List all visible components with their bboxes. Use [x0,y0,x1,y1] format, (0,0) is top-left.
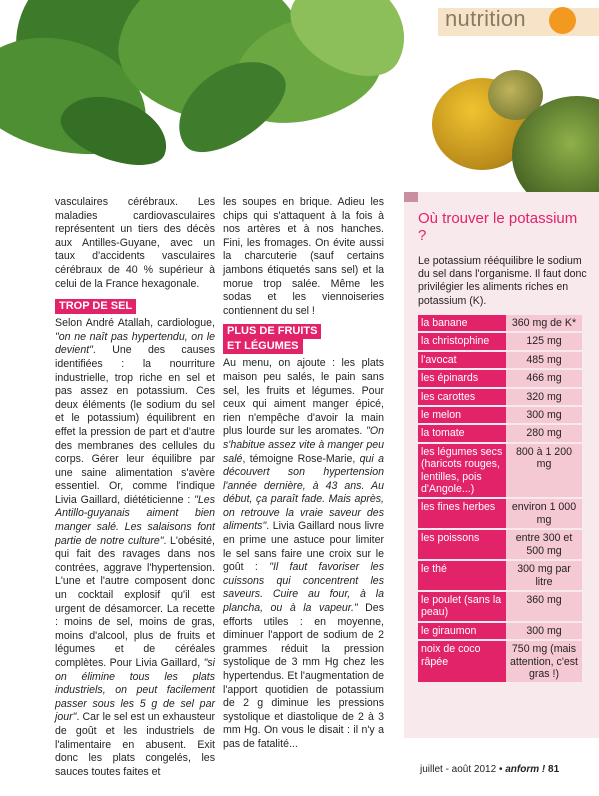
potassium-amount: 320 mg [506,388,582,406]
page-number: 81 [548,764,560,775]
article-column-2 [223,196,384,752]
food-name: l'avocat [418,351,506,369]
article-column-1 [55,196,215,779]
potassium-row [418,406,582,424]
footer-bullet: • [498,764,503,775]
food-name: le melon [418,406,506,424]
food-name: les épinards [418,369,506,387]
potassium-row [418,529,582,560]
magazine-name: anform ! [505,764,546,775]
food-name: la tomate [418,424,506,442]
potassium-amount: 360 mg [506,591,582,622]
potassium-row [418,388,582,406]
food-name: le thé [418,560,506,591]
col2-body: Au menu, on ajoute : les plats maison peu salés, le pain sans sel, les fruits et légumes. Pour ceux qui aiment manger épicé, rien n'empêche d'avoir la main plus lourde sur les aromates. "On s'habitue assez vite à manger peu salé, témoigne Rose-Marie, qui a découvert son hypertension l'année dernière, à 43 ans. Au début, ça paraît fade. Mais après, on retrouve la vraie saveur des aliments". Livia Gaillard nous livre en prime une astuce pour limiter le sel sans faire une croix sur le goût : "Il faut favoriser les cuissons qui concentrent les saveurs. Cuire au four, à la plancha, ou à la vapeur." Des efforts utiles : en moyenne, diminuer l'apport de sodium de 2 grammes réduit la pression systolique de 3 mm Hg chez les hypertendus. Et l'augmentation de l'apport quotidien de potassium de 2 g diminue les pressions systolique et diastolique de 2 à 3 mm Hg. On vous le disait : il n'y a pas de fatalité... [223,357,384,750]
potassium-amount: 300 mg [506,622,582,640]
col1-intro: vasculaires cérébraux. Les maladies cardiovasculaires représentent un tiers des décès aux Antilles-Guyane, avec un taux d'accidents vasculaires cérébraux de 40 % supérieur à celui de la France hexagonale. [55,196,215,290]
potassium-amount: 125 mg [506,332,582,350]
col2-intro: les soupes en brique. Adieu les chips qui s'attaquent à la fois à nos artères et à nos hanches. Fini, les fromages. On évite aussi la charcuterie (sauf certains jambons étiquetés sans sel) et la morue trop salée. Même les sodas et les viennoiseries contiennent du sel ! [223,196,384,317]
food-name: le poulet (sans la peau) [418,591,506,622]
issue-date: juillet - août 2012 [420,764,497,775]
potassium-amount: 466 mg [506,369,582,387]
potassium-row [418,560,582,591]
col1-body: Selon André Atallah, cardiologue, "on ne naît pas hypertendu, on le devient". Une des causes identifiées : la nourriture industrielle, trop riche en sel et pas assez en potassium. Ces deux éléments (le sodium du sel et le potassium) équilibrent en effet la pression de part et d'autre des membranes des cellules du corps. Gérer leur équilibre par une saine alimentation s'avère essentiel. Or, comme l'indique Livia Gaillard, diététicienne : "Les Antillo-guyanais aiment bien manger salé. Les salaisons font partie de notre culture". L'obésité, qui fait des ravages dans nos contrées, aggrave l'hypertension. L'une et l'autre composent donc un cocktail explosif qu'il est urgent de désamorcer. La recette : moins de sel, moins de gras, moins d'alcool, plus de fruits et légumes et de céréales complètes. Pour Livia Gaillard, "si on élimine tous les plats industriels, on peut facilement passer sous les 5 g de sel par jour". Car le sel est un exhausteur de goût et les industriels de l'alimentaire en abusent. Exit donc les plats congelés, les sauces toutes faites et [55,317,216,778]
potassium-row [418,591,582,622]
potassium-amount: 300 mg [506,406,582,424]
potassium-row [418,315,582,332]
potassium-amount: environ 1 000 mg [506,498,582,529]
food-name: les légumes secs (haricots rouges, lentilles, pois d'Angole...) [418,443,506,499]
potassium-row [418,351,582,369]
potassium-row [418,424,582,442]
food-name: le giraumon [418,622,506,640]
section-heading-plus-de-fruits: PLUS DE FRUITS ET LÉGUMES [223,324,384,357]
sidebar-title: Où trouver le potassium ? [418,210,578,244]
section-dot-icon [549,7,576,34]
sidebar-intro: Le potassium rééquilibre le sodium du sel dans l'organisme. Il faut donc privilégier les aliments riches en potassium (K). [418,255,587,307]
potassium-amount: 280 mg [506,424,582,442]
food-name: la christophine [418,332,506,350]
potassium-row [418,498,582,529]
potassium-amount: 360 mg de K* [506,315,582,332]
section-label: nutrition [445,6,526,31]
potassium-row [418,443,582,499]
potassium-row [418,369,582,387]
food-name: les poissons [418,529,506,560]
potassium-amount: entre 300 et 500 mg [506,529,582,560]
food-name: la banane [418,315,506,332]
food-name: noix de coco râpée [418,640,506,683]
potassium-row [418,622,582,640]
potassium-amount: 485 mg [506,351,582,369]
potassium-row [418,640,582,683]
potassium-row [418,332,582,350]
potassium-amount: 300 mg par litre [506,560,582,591]
potassium-amount: 800 à 1 200 mg [506,443,582,499]
section-heading-trop-de-sel: TROP DE SEL [55,299,136,314]
food-name: les carottes [418,388,506,406]
food-name: les fines herbes [418,498,506,529]
potassium-amount: 750 mg (mais attention, c'est gras !) [506,640,582,683]
potassium-table [418,315,582,684]
sidebar-tab [404,192,418,202]
page-footer [420,764,596,775]
